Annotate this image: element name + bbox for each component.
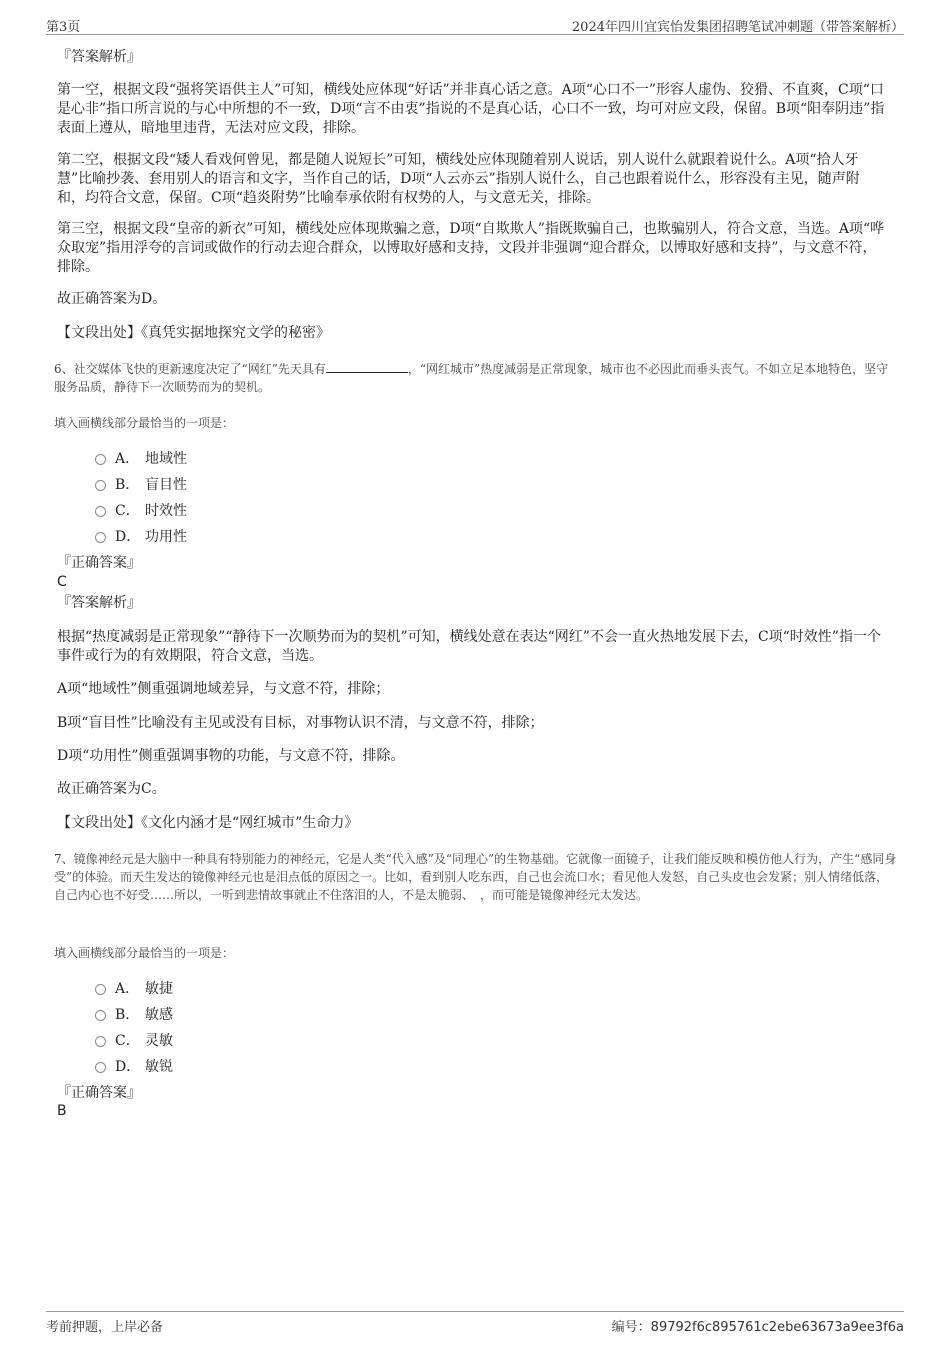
- question-6-options: [95, 448, 395, 552]
- correct-answer-7: B: [57, 1103, 67, 1119]
- option-b[interactable]: B． 盲目性: [95, 474, 395, 500]
- radio-icon[interactable]: [95, 1036, 106, 1047]
- radio-icon[interactable]: [95, 1062, 106, 1073]
- page-header: [46, 14, 904, 35]
- radio-icon[interactable]: [95, 454, 106, 465]
- radio-icon[interactable]: [95, 480, 106, 491]
- question-6-text: 6、社交媒体飞快的更新速度决定了“网红”先天具有 ，“网红城市”热度减弱是正常现象，城市也不必因此而垂头丧气。不如立足本地特色，坚守服务品质，静待下一次顺势而为的契机。: [54, 362, 889, 394]
- footer-slogan: 考前押题，上岸必备: [46, 1320, 164, 1335]
- analysis-paragraph-1: 第一空，根据文段“强将笑语供主人”可知，横线处应体现“好话”并非真心话之意。A项“心口不一”形容人虚伪、狡猾、不直爽，C项“口是心非”指口所言说的与心中所想的不一致，D项“言不由衷”指说的不是真心话，心口不一致，均可对应文段，保留。B项“阳奉阴违”指表面上遵从，暗地里违背，无法对应文段，排除。: [57, 82, 885, 136]
- question-6-instruction: 填入画横线部分最恰当的一项是：: [54, 416, 235, 430]
- correct-answer-label-7: 『正确答案』: [57, 1085, 141, 1101]
- page-number: 第3页: [46, 20, 81, 35]
- analysis-paragraph-2: 第二空，根据文段“矮人看戏何曾见，都是随人说短长”可知，横线处应体现随着别人说话，别人说什么就跟着说什么。A项“拾人牙慧”比喻抄袭、套用别人的语言和文字，当作自己的话，D项“人云亦云”指别人说什么，自己也跟着说什么，形容没有主见，随声附和，均符合文意，保留。C项“趋炎附势”比喻奉承依附有权势的人，与文意无关，排除。: [57, 152, 860, 206]
- option-c[interactable]: C． 灵敏: [95, 1030, 395, 1056]
- radio-icon[interactable]: [95, 1010, 106, 1021]
- answer-blank: [326, 361, 408, 373]
- question-7-text: 7、镜像神经元是大脑中一种具有特别能力的神经元，它是人类“代入感”及“同理心”的生物基础。它就像一面镜子，让我们能反映和模仿他人行为，产生“感同身受”的体验。而天生发达的镜像神经元也是泪点低的原因之一。比如，看到别人吃东西，自己也会流口水；看见他人发怒，自己头皮也会发紧；别人情绪低落，自己内心也不好受……所以，一听到悲情故事就止不住落泪的人，不是太脆弱、 ，而可能是镜像神经元太发达。: [54, 852, 897, 902]
- analysis-6-option-b: B项“盲目性”比喻没有主见或没有目标，对事物认识不清，与文意不符，排除；: [57, 715, 544, 731]
- question-7-instruction: 填入画横线部分最恰当的一项是：: [54, 946, 235, 960]
- option-a[interactable]: A． 敏捷: [95, 978, 395, 1004]
- question-7-options: [95, 978, 395, 1082]
- option-d[interactable]: D． 敏锐: [95, 1056, 395, 1082]
- document-code: 编号：89792f6c895761c2ebe63673a9ee3f6a: [611, 1320, 904, 1335]
- analysis-label-6: 『答案解析』: [57, 595, 141, 611]
- analysis-label-top: 『答案解析』: [57, 49, 141, 65]
- analysis-6-option-d: D项“功用性”侧重强调事物的功能，与文意不符，排除。: [57, 748, 405, 764]
- correct-answer-label-6: 『正确答案』: [57, 555, 141, 571]
- analysis-6-option-a: A项“地域性”侧重强调地域差异，与文意不符，排除；: [57, 681, 390, 697]
- answer-conclusion-6: 故正确答案为C。: [57, 781, 166, 797]
- option-c[interactable]: C． 时效性: [95, 500, 395, 526]
- option-d[interactable]: D． 功用性: [95, 526, 395, 552]
- correct-answer-6: C: [57, 574, 67, 590]
- radio-icon[interactable]: [95, 532, 106, 543]
- page-footer: [46, 1311, 904, 1334]
- document-title: 2024年四川宜宾怡发集团招聘笔试冲刺题（带答案解析）: [571, 20, 904, 35]
- answer-conclusion-top: 故正确答案为D。: [57, 291, 167, 307]
- option-b[interactable]: B． 敏感: [95, 1004, 395, 1030]
- analysis-paragraph-3: 第三空，根据文段“皇帝的新衣”可知，横线处应体现欺骗之意，D项“自欺欺人”指既欺骗自己，也欺骗别人，符合文意，当选。A项“哗众取宠”指用浮夸的言词或做作的行动去迎合群众，以博取好感和支持，文段并非强调“迎合群众，以博取好感和支持”，与文意不符，排除。: [57, 221, 885, 275]
- radio-icon[interactable]: [95, 506, 106, 517]
- source-citation-6: 【文段出处】《文化内涵才是“网红城市”生命力》: [57, 815, 359, 831]
- radio-icon[interactable]: [95, 984, 106, 995]
- option-a[interactable]: A． 地域性: [95, 448, 395, 474]
- source-citation-top: 【文段出处】《真凭实据地探究文学的秘密》: [57, 325, 330, 341]
- analysis-6-paragraph-1: 根据“热度减弱是正常现象”“静待下一次顺势而为的契机”可知，横线处意在表达“网红”不会一直火热地发展下去，C项“时效性”指一个事件或行为的有效期限，符合文意，当选。: [57, 629, 881, 664]
